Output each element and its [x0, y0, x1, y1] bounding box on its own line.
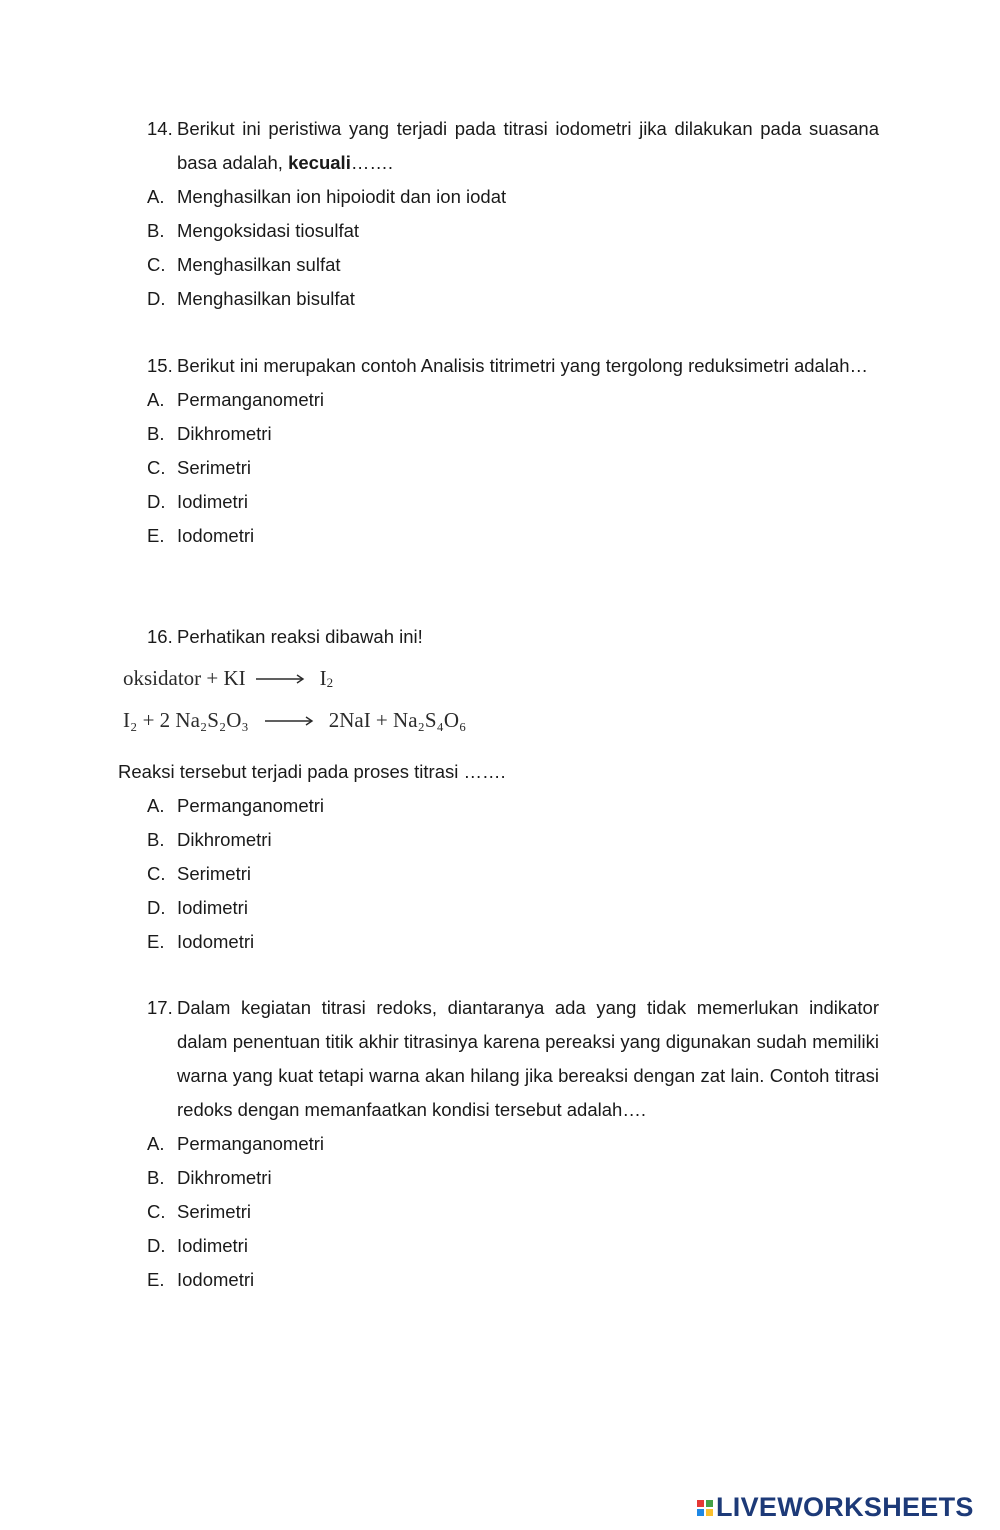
option-letter: B.: [147, 220, 165, 241]
reaction-prompt: Reaksi tersebut terjadi pada proses titrasi …….: [118, 761, 506, 782]
reaction-arrow-icon: [256, 673, 306, 685]
liveworksheets-watermark: [697, 1492, 974, 1523]
option-letter: D.: [147, 288, 166, 309]
options-list: [147, 383, 879, 553]
question-stem: [147, 112, 879, 180]
option-a[interactable]: [147, 1127, 879, 1161]
option-e[interactable]: [147, 925, 879, 959]
product-subscript: 2: [326, 675, 334, 690]
option-letter: D.: [147, 1235, 166, 1256]
option-c[interactable]: [147, 857, 879, 891]
option-text: Dikhrometri: [177, 1167, 272, 1188]
option-text: Serimetri: [177, 457, 252, 478]
question-number: 15.: [147, 355, 173, 376]
option-c[interactable]: [147, 1195, 879, 1229]
option-d[interactable]: [147, 485, 879, 519]
option-text: Permanganometri: [177, 1133, 325, 1154]
option-e[interactable]: [147, 519, 879, 553]
option-text: Iodimetri: [177, 491, 248, 512]
question-14: [147, 112, 879, 316]
reaction-reactants: I₂ + 2 Na₂S₂O₃: [123, 708, 249, 732]
question-17: [147, 991, 879, 1297]
option-c[interactable]: [147, 451, 879, 485]
question-text: [177, 112, 879, 180]
product-symbol: I: [319, 666, 327, 690]
reaction-arrow-icon: [265, 715, 315, 727]
option-text: Dikhrometri: [177, 829, 272, 850]
option-letter: E.: [147, 1269, 165, 1290]
option-d[interactable]: [147, 891, 879, 925]
option-text: Dikhrometri: [177, 423, 272, 444]
option-letter: C.: [147, 457, 166, 478]
question-text: Dalam kegiatan titrasi redoks, diantaranya ada yang tidak memerlukan indikator dalam penentuan titik akhir titrasinya karena pereaksi yang digunakan sudah memiliki warna yang kuat tetapi warna akan hilang jika bereaksi dengan zat lain. Contoh titrasi redoks dengan memanfaatkan kondisi tersebut adalah….: [177, 997, 879, 1120]
option-text: Iodometri: [177, 525, 255, 546]
question-number: 14.: [147, 118, 173, 139]
option-text: Serimetri: [177, 863, 252, 884]
option-text: Iodometri: [177, 931, 255, 952]
option-text: Serimetri: [177, 1201, 252, 1222]
logo-square: [706, 1509, 713, 1516]
watermark-text: LIVEWORKSHEETS: [716, 1492, 974, 1522]
option-a[interactable]: [147, 383, 879, 417]
reaction-products: 2NaI + Na₂S₄O₆: [328, 708, 467, 732]
option-b[interactable]: [147, 417, 879, 451]
options-list: [147, 180, 879, 316]
option-b[interactable]: [147, 823, 879, 857]
option-e[interactable]: [147, 1263, 879, 1297]
question-text-start: Berikut ini peristiwa yang terjadi pada titrasi iodometri jika dilakukan pada suasana basa adalah,: [177, 118, 879, 173]
option-letter: A.: [147, 1133, 165, 1154]
option-letter: A.: [147, 389, 165, 410]
question-number: 17.: [147, 997, 173, 1018]
option-b[interactable]: [147, 1161, 879, 1195]
option-c[interactable]: [147, 248, 879, 282]
option-d[interactable]: [147, 282, 879, 316]
option-letter: D.: [147, 897, 166, 918]
question-text: Berikut ini merupakan contoh Analisis titrimetri yang tergolong reduksimetri adalah…: [177, 355, 869, 376]
liveworksheets-logo-icon: [697, 1500, 713, 1516]
option-text: Permanganometri: [177, 389, 325, 410]
logo-square: [706, 1500, 713, 1507]
reaction-equation-1: [123, 666, 333, 691]
option-text: Iodimetri: [177, 897, 248, 918]
logo-square: [697, 1500, 704, 1507]
option-d[interactable]: [147, 1229, 879, 1263]
option-letter: B.: [147, 1167, 165, 1188]
option-text: Menghasilkan bisulfat: [177, 288, 355, 309]
options-list: [147, 789, 879, 959]
option-text: Iodimetri: [177, 1235, 248, 1256]
options-list: [147, 1127, 879, 1297]
option-letter: E.: [147, 525, 165, 546]
reaction-equation-2: [123, 708, 466, 733]
question-stem: [147, 620, 879, 654]
option-letter: C.: [147, 863, 166, 884]
option-letter: E.: [147, 931, 165, 952]
reaction-reactants: oksidator + KI: [123, 666, 246, 690]
option-text: Menghasilkan ion hipoiodit dan ion iodat: [177, 186, 507, 207]
option-letter: D.: [147, 491, 166, 512]
question-text-bold: kecuali: [288, 152, 351, 173]
option-text: Permanganometri: [177, 795, 325, 816]
option-text: Mengoksidasi tiosulfat: [177, 220, 360, 241]
option-letter: C.: [147, 254, 166, 275]
question-stem: [147, 991, 879, 1127]
logo-square: [697, 1509, 704, 1516]
question-text-end: …….: [350, 152, 393, 173]
option-text: Menghasilkan sulfat: [177, 254, 341, 275]
option-letter: C.: [147, 1201, 166, 1222]
option-letter: B.: [147, 423, 165, 444]
question-16: [147, 620, 879, 654]
option-a[interactable]: [147, 180, 879, 214]
option-a[interactable]: [147, 789, 879, 823]
option-letter: B.: [147, 829, 165, 850]
option-text: Iodometri: [177, 1269, 255, 1290]
question-15: [147, 349, 879, 553]
option-letter: A.: [147, 795, 165, 816]
question-16-options: [147, 789, 879, 959]
option-b[interactable]: [147, 214, 879, 248]
question-number: 16.: [147, 626, 173, 647]
question-text: Perhatikan reaksi dibawah ini!: [177, 626, 423, 647]
option-letter: A.: [147, 186, 165, 207]
reaction-products: [320, 666, 334, 691]
question-stem: [147, 349, 879, 383]
